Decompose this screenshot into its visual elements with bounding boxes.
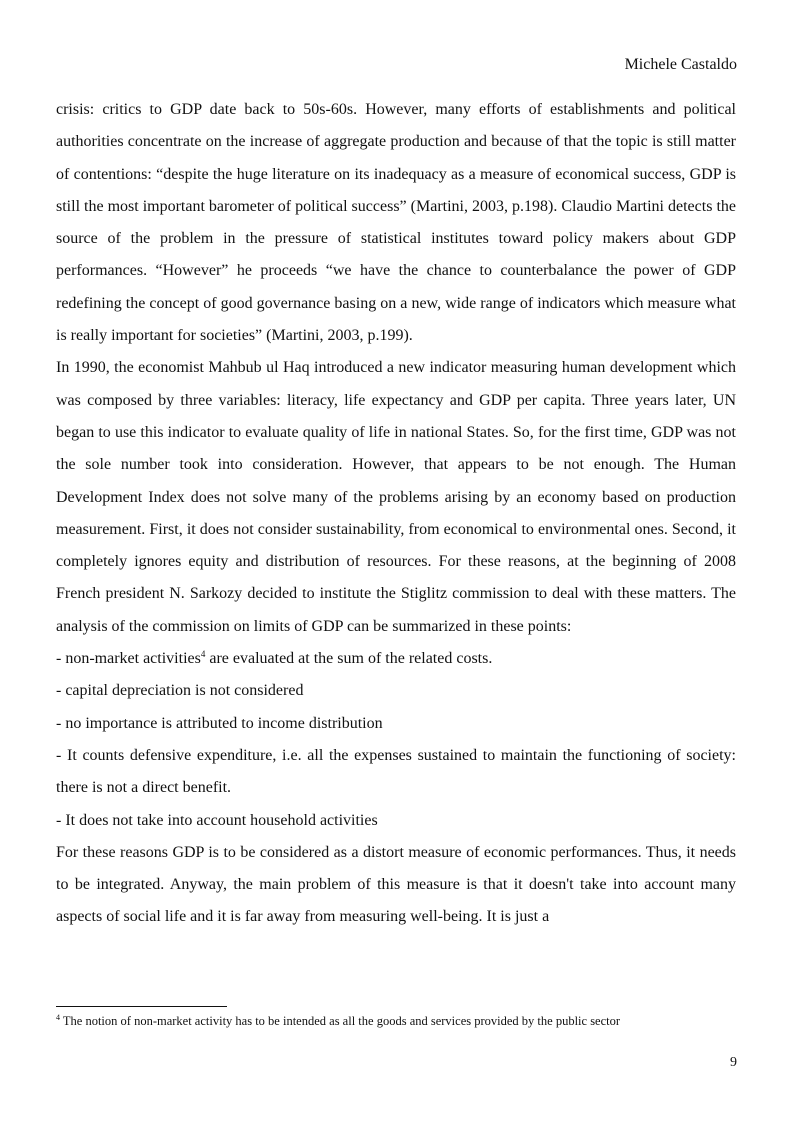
running-header-author: Michele Castaldo bbox=[624, 56, 737, 73]
list-item-capital-depreciation: - capital depreciation is not considered bbox=[56, 682, 304, 700]
list-item-household-activities: - It does not take into account household activities bbox=[56, 811, 378, 829]
list-item-non-market bbox=[56, 643, 736, 675]
footnote-divider bbox=[56, 1006, 227, 1007]
list-item-defensive-expenditure: - It counts defensive expenditure, i.e. all the expenses sustained to maintain the functioning of society: there is not a direct benefit. bbox=[56, 746, 736, 797]
paragraph-conclusion: For these reasons GDP is to be considered as a distort measure of economic performances. Thus, it needs to be integrated. Anyway, the main problem of this measure is that it doesn't take into account many aspects of social life and it is far away from measuring well-being. It is just a bbox=[56, 843, 736, 926]
paragraph-hdi: In 1990, the economist Mahbub ul Haq introduced a new indicator measuring human development which was composed by three variables: literacy, life expectancy and GDP per capita. Three years later, UN began to use this indicator to evaluate quality of life in national States. So, for the first time, GDP was not the sole number took into consideration. However, that appears to be not enough. The Human Development Index does not solve many of the problems arising by an economy based on production measurement. First, it does not consider sustainability, from economical to environmental ones. Second, it completely ignores equity and distribution of resources. For these reasons, at the beginning of 2008 French president N. Sarkozy decided to institute the Stiglitz commission to deal with these matters. The analysis of the commission on limits of GDP can be summarized in these points: bbox=[56, 359, 736, 635]
list-item-text: - non-market activities bbox=[56, 650, 201, 668]
footnote-reference[interactable]: 4 bbox=[200, 649, 206, 660]
list-item-income-distribution: - no importance is attributed to income distribution bbox=[56, 714, 383, 732]
footnote-text: The notion of non-market activity has to be intended as all the goods and services provided by the public sector bbox=[60, 1014, 621, 1028]
footnote-marker: 4 bbox=[56, 1013, 60, 1022]
paragraph-martini: crisis: critics to GDP date back to 50s-60s. However, many efforts of establishments and political authorities concentrate on the increase of aggregate production and because of that the topic is still matter of contentions: “despite the huge literature on its inadequacy as a measure of economical success, GDP is still the most important barometer of political success” (Martini, 2003, p.198). Claudio Martini detects the source of the problem in the pressure of statistical institutes toward policy makers about GDP performances. “However” he proceeds “we have the chance to counterbalance the power of GDP redefining the concept of good governance basing on a new, wide range of indicators which measure what is really important for societies” (Martini, 2003, p.199). bbox=[56, 101, 736, 345]
list-item-text: are evaluated at the sum of the related costs. bbox=[205, 650, 493, 668]
page-number: 9 bbox=[730, 1055, 737, 1070]
body-text bbox=[56, 94, 736, 934]
footnote bbox=[56, 1013, 746, 1029]
